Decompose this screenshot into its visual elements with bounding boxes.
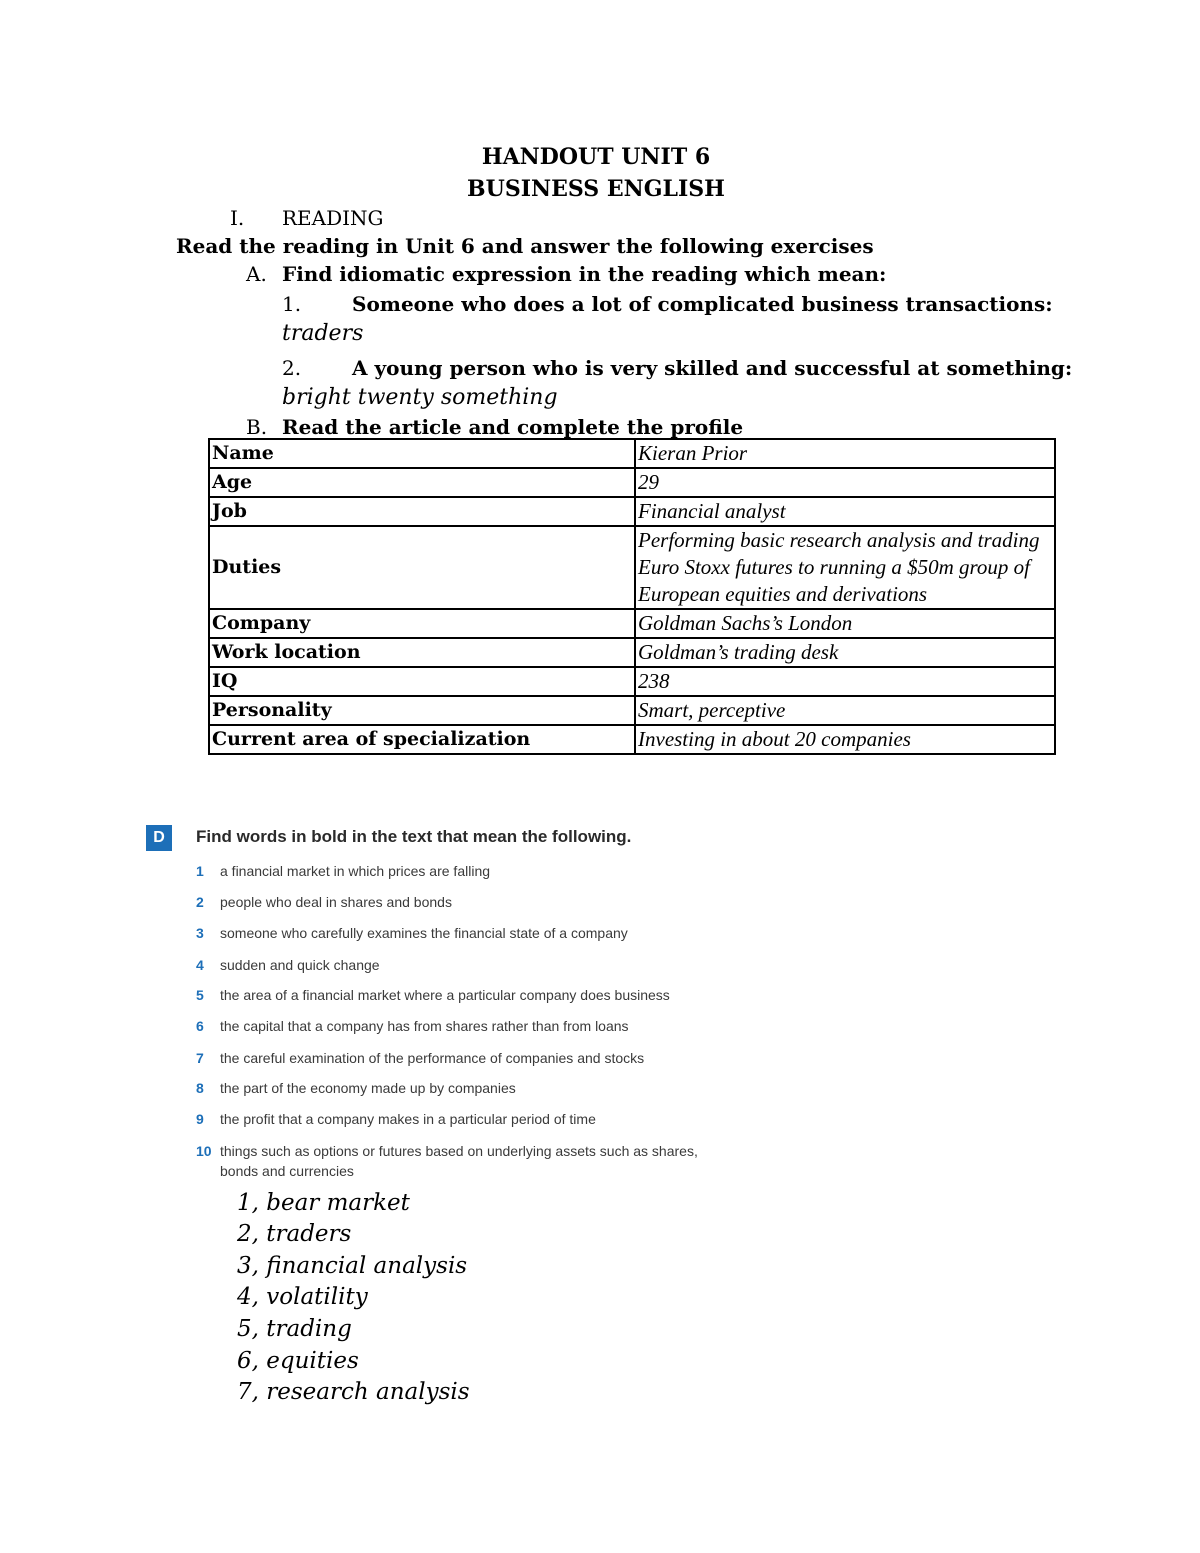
table-row	[209, 667, 1055, 696]
exercise-badge: D	[146, 825, 172, 851]
answer-item: 4, volatility	[237, 1284, 368, 1310]
table-row	[209, 638, 1055, 667]
answer-item: 1, bear market	[237, 1190, 410, 1216]
answer-item: 2, traders	[237, 1221, 352, 1247]
profile-value: Investing in about 20 companies	[635, 725, 1055, 754]
profile-label: Personality	[209, 696, 635, 725]
question-text: A young person who is very skilled and successful at something:	[352, 356, 1073, 380]
title-line-2: BUSINESS ENGLISH	[467, 176, 725, 202]
list-item	[196, 863, 490, 879]
profile-table	[208, 438, 1056, 755]
answer-item: 5, trading	[237, 1316, 352, 1342]
item-text: a financial market in which prices are falling	[220, 863, 491, 879]
profile-label: Company	[209, 609, 635, 638]
table-row	[209, 468, 1055, 497]
item-text: things such as options or futures based on underlying assets such as shares,	[220, 1143, 698, 1159]
item-number: 3	[196, 925, 204, 941]
item-text-continuation: bonds and currencies	[220, 1163, 354, 1179]
profile-label: Name	[209, 439, 635, 468]
part-b-instruction: Read the article and complete the profile	[282, 415, 744, 439]
table-row	[209, 696, 1055, 725]
title-line-1: HANDOUT UNIT 6	[481, 144, 711, 170]
item-number: 10	[196, 1143, 212, 1159]
exercise-instruction: Find words in bold in the text that mean the following.	[196, 827, 632, 846]
profile-label: IQ	[209, 667, 635, 696]
table-row	[209, 439, 1055, 468]
list-item	[196, 1018, 629, 1034]
list-item	[196, 957, 380, 973]
part-a-instruction: Find idiomatic expression in the reading which mean:	[282, 262, 887, 286]
question-text: Someone who does a lot of complicated business transactions:	[352, 292, 1053, 316]
profile-value: Financial analyst	[635, 497, 1055, 526]
list-item	[196, 987, 670, 1003]
item-number: 6	[196, 1018, 204, 1034]
item-number: 7	[196, 1050, 204, 1066]
list-item	[196, 1143, 698, 1159]
question-answer: bright twenty something	[282, 385, 558, 410]
profile-value: Goldman’s trading desk	[635, 638, 1055, 667]
item-number: 2	[196, 894, 204, 910]
item-number: 5	[196, 987, 204, 1003]
profile-value: Kieran Prior	[635, 439, 1055, 468]
table-row	[209, 526, 1055, 609]
item-text: people who deal in shares and bonds	[220, 894, 452, 910]
answer-item: 3, financial analysis	[237, 1253, 468, 1279]
question-answer: traders	[282, 321, 364, 346]
part-b-letter: B.	[246, 415, 268, 439]
profile-value: Smart, perceptive	[635, 696, 1055, 725]
answer-item: 6, equities	[237, 1348, 359, 1374]
profile-label: Work location	[209, 638, 635, 667]
profile-label: Age	[209, 468, 635, 497]
list-item	[196, 1111, 596, 1127]
table-row	[209, 497, 1055, 526]
profile-value: Performing basic research analysis and trading Euro Stoxx futures to running a $50m group of European equities and derivations	[635, 526, 1055, 609]
profile-label: Duties	[209, 526, 635, 609]
table-row	[209, 725, 1055, 754]
answer-item: 7, research analysis	[237, 1379, 470, 1405]
list-item	[196, 894, 452, 910]
section-numeral: I.	[230, 206, 245, 230]
question-number: 2.	[282, 356, 302, 380]
list-item	[196, 1050, 644, 1066]
item-text: the part of the economy made up by companies	[220, 1080, 516, 1096]
table-row	[209, 609, 1055, 638]
list-item	[196, 1080, 516, 1096]
part-a-letter: A.	[246, 262, 267, 286]
profile-value: 29	[635, 468, 1055, 497]
item-number: 9	[196, 1111, 204, 1127]
item-text: the area of a financial market where a particular company does business	[220, 987, 670, 1003]
item-number: 8	[196, 1080, 204, 1096]
profile-label: Job	[209, 497, 635, 526]
item-text: the capital that a company has from shares rather than from loans	[220, 1018, 629, 1034]
list-item	[196, 925, 628, 941]
profile-value: 238	[635, 667, 1055, 696]
section-intro: Read the reading in Unit 6 and answer the following exercises	[176, 234, 874, 258]
profile-value: Goldman Sachs’s London	[635, 609, 1055, 638]
item-number: 4	[196, 957, 204, 973]
item-text: the profit that a company makes in a particular period of time	[220, 1111, 596, 1127]
section-heading: READING	[282, 206, 384, 230]
item-text: sudden and quick change	[220, 957, 380, 973]
item-text: the careful examination of the performance of companies and stocks	[220, 1050, 645, 1066]
item-text: someone who carefully examines the financial state of a company	[220, 925, 628, 941]
exercise-d-image	[146, 825, 760, 1185]
question-number: 1.	[282, 292, 302, 316]
profile-label: Current area of specialization	[209, 725, 635, 754]
item-number: 1	[196, 863, 204, 879]
